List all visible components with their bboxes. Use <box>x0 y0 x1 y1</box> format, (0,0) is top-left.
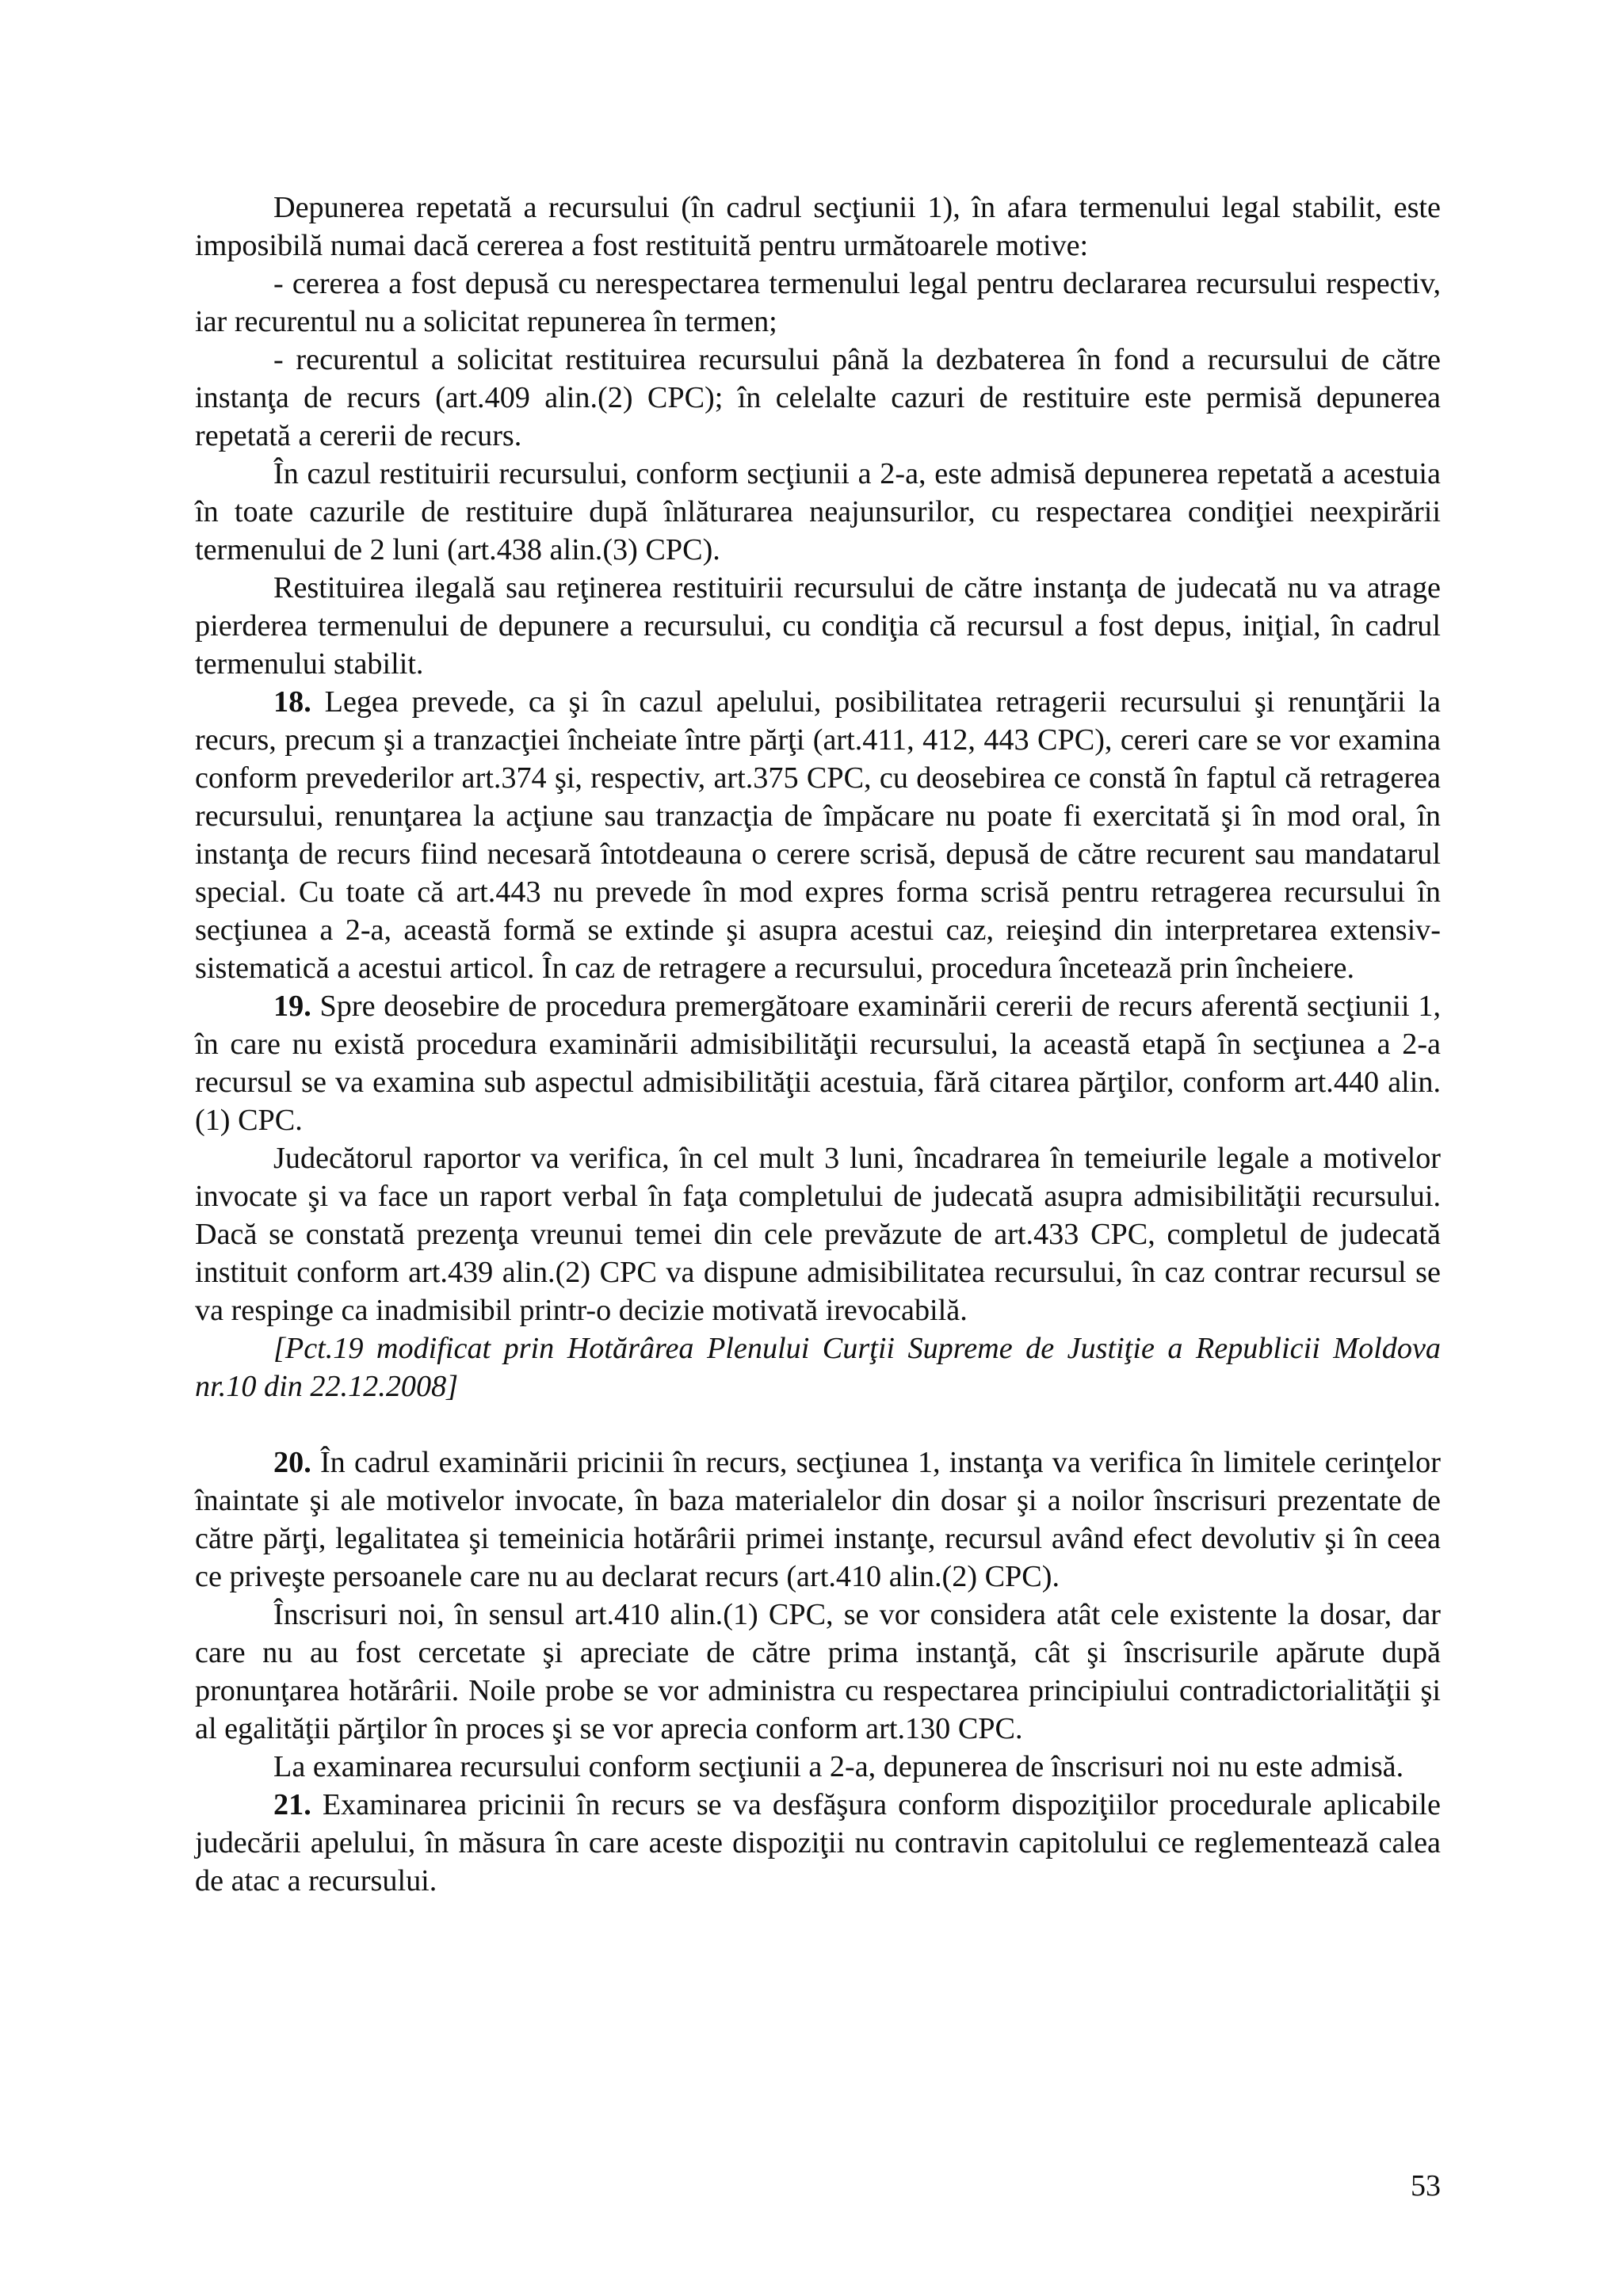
paragraph-number: 20. <box>273 1446 311 1479</box>
paragraph-text: Legea prevede, ca şi în cazul apelului, posibilitatea retragerii recursului şi renunţării la recurs, precum şi a tranzacţiei încheiate între părţi (art.411, 412, 443 CPC), cereri care se vor examina conform prevederilor art.374 şi, respectiv, art.375 CPC, cu deosebirea ce constă în faptul că retragerea recursului, renunţarea la acţiune sau tranzacţia de împăcare nu poate fi exercitată şi în mod oral, în instanţa de recurs fiind necesară întotdeauna o cerere scrisă, depusă de către recurent sau mandatarul special. Cu toate că art.443 nu prevede în mod expres forma scrisă pentru retragerea recursului în secţiunea a 2-a, această formă se extinde şi asupra acestui caz, reieşind din interpretarea extensiv-sistematică a acestui articol. În caz de retragere a recursului, procedura încetează prin încheiere. <box>195 685 1441 985</box>
paragraph-19 <box>195 987 1441 1139</box>
paragraph-1 <box>195 189 1441 265</box>
paragraph-21 <box>195 1786 1441 1900</box>
paragraph-text: Spre deosebire de procedura premergătoare examinării cererii de recurs aferentă secţiunii 1, în care nu există procedura examinării admisibilităţii recursului, la această etapă în secţiunea a 2-a recursul se va examina sub aspectul admisibilităţii acestuia, fără citarea părţilor, conform art.440 alin.(1) CPC. <box>195 990 1441 1137</box>
document-body <box>195 189 1441 1900</box>
paragraph-5 <box>195 569 1441 683</box>
paragraph-text: - recurentul a solicitat restituirea recursului până la dezbaterea în fond a recursului de către instanţa de recurs (art.409 alin.(2) CPC); în celelalte cazuri de restituire este permisă depunerea repetată a cererii de recurs. <box>195 343 1441 452</box>
paragraph-text: [Pct.19 modificat prin Hotărârea Plenului Curţii Supreme de Justiţie a Republicii Moldova nr.10 din 22.12.2008] <box>195 1332 1441 1403</box>
paragraph-number: 21. <box>273 1788 311 1821</box>
paragraph-text: La examinarea recursului conform secţiunii a 2-a, depunerea de înscrisuri noi nu este admisă. <box>273 1750 1404 1783</box>
paragraph-text: Examinarea pricinii în recurs se va desfăşura conform dispoziţiilor procedurale aplicabile judecării apelului, în măsura în care aceste dispoziţii nu contravin capitolului ce reglementează calea de atac a recursului. <box>195 1788 1441 1897</box>
paragraph-text: În cadrul examinării pricinii în recurs, secţiunea 1, instanţa va verifica în limitele cerinţelor înaintate şi ale motivelor invocate, în baza materialelor din dosar şi a noilor înscrisuri prezentate de către părţi, legalitatea şi temeinicia hotărârii primei instanţe, recursul având efect devolutiv şi în ceea ce priveşte persoanele care nu au declarat recurs (art.410 alin.(2) CPC). <box>195 1446 1441 1593</box>
paragraph-19-continued <box>195 1139 1441 1329</box>
paragraph-20 <box>195 1444 1441 1596</box>
page-number: 53 <box>1411 2169 1441 2203</box>
paragraph-20-continued <box>195 1596 1441 1748</box>
paragraph-2 <box>195 265 1441 341</box>
paragraph-number: 19. <box>273 990 311 1023</box>
paragraph-4 <box>195 455 1441 569</box>
paragraph-18 <box>195 683 1441 987</box>
paragraph-20-final <box>195 1748 1441 1786</box>
paragraph-text: În cazul restituirii recursului, conform secţiunii a 2-a, este admisă depunerea repetată a acestuia în toate cazurile de restituire după înlăturarea neajunsurilor, cu respectarea condiţiei neexpirării termenului de 2 luni (art.438 alin.(3) CPC). <box>195 457 1441 566</box>
amendment-note <box>195 1329 1441 1405</box>
paragraph-3 <box>195 341 1441 455</box>
paragraph-text: Restituirea ilegală sau reţinerea restituirii recursului de către instanţa de judecată nu va atrage pierderea termenului de depunere a recursului, cu condiţia că recursul a fost depus, iniţial, în cadrul termenului stabilit. <box>195 571 1441 681</box>
paragraph-text: Înscrisuri noi, în sensul art.410 alin.(1) CPC, se vor considera atât cele existente la dosar, dar care nu au fost cercetate şi apreciate de către prima instanţă, cât şi înscrisurile apărute după pronunţarea hotărârii. Noile probe se vor administra cu respectarea principiului contradictorialităţii şi al egalităţii părţilor în proces şi se vor aprecia conform art.130 CPC. <box>195 1598 1441 1745</box>
paragraph-text: - cererea a fost depusă cu nerespectarea termenului legal pentru declararea recursului respectiv, iar recurentul nu a solicitat repunerea în termen; <box>195 267 1441 338</box>
paragraph-number: 18. <box>273 685 311 719</box>
paragraph-text: Judecătorul raportor va verifica, în cel mult 3 luni, încadrarea în temeiurile legale a motivelor invocate şi va face un raport verbal în faţa completului de judecată asupra admisibilităţii recursului. Dacă se constată prezenţa vreunui temei din cele prevăzute de art.433 CPC, completul de judecată instituit conform art.439 alin.(2) CPC va dispune admisibilitatea recursului, în caz contrar recursul se va respinge ca inadmisibil printr-o decizie motivată irevocabilă. <box>195 1142 1441 1327</box>
paragraph-text: Depunerea repetată a recursului (în cadrul secţiunii 1), în afara termenului legal stabilit, este imposibilă numai dacă cererea a fost restituită pentru următoarele motive: <box>195 191 1441 262</box>
